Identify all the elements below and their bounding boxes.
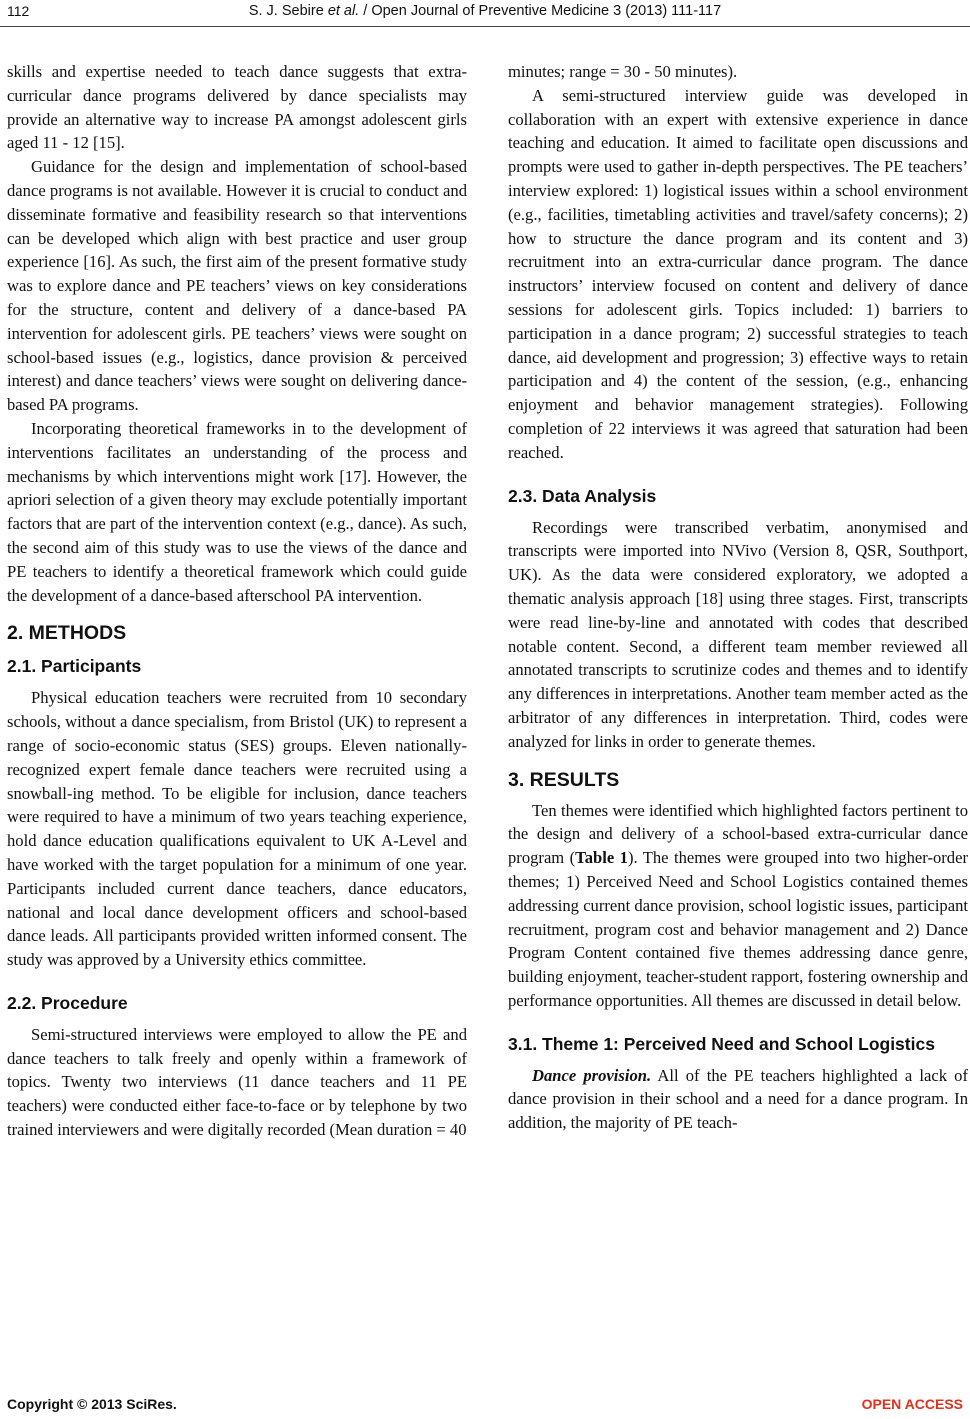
right-column <box>508 60 968 1135</box>
running-head-etal: et al. <box>327 3 360 19</box>
text-run: Ten themes were identified which highlighted factors pertinent to the design and delivery of a school-based extra-curricular dance program ( <box>508 800 968 868</box>
text-run: All of the PE teachers highlighted a lack of dance provision in their school and a need for a dance program. In addition, the majority of PE teach- <box>508 1065 968 1133</box>
section-heading-results: 3. RESULTS <box>508 768 620 791</box>
table-reference[interactable]: Table 1 <box>575 848 628 868</box>
subsection-heading-data-analysis: 2.3. Data Analysis <box>508 485 657 506</box>
paragraph: A semi-structured interview guide was developed in collaboration with an expert with extensive experience in dance teaching and education. It aimed to facilitate open discussions and prompts were used to gather in-depth perspectives. The PE teachers’ interview explored: 1) logistical issues within a school environment (e.g., facilities, timetabling activities and travel/safety concerns); 2) how to structure the dance program and its content and 3) recruitment into an extra-curricular dance program. The dance instructors’ interview focused on content and delivery of dance sessions for adolescent girls. Topics included: 1) barriers to participation in a dance program; 2) successful strategies to teach dance, aid development and progression; 3) effective ways to retain participation and 4) the content of the session, (e.g., enhancing enjoyment and behavior management strategies). Following completion of 22 interviews it was agreed that saturation had been reached. <box>508 85 968 462</box>
subsection-heading-procedure: 2.2. Procedure <box>7 992 128 1013</box>
running-head-authors: S. J. Sebire <box>248 3 328 19</box>
copyright-notice: Copyright © 2013 SciRes. <box>7 1396 177 1412</box>
paragraph: Semi-structured interviews were employed to allow the PE and dance teachers to talk freely and openly within a framework of topics. Twenty two interviews (11 dance teachers and 11 PE teachers) were conducted either face-to-face or by telephone by two trained interviewers and were digitally recorded (Mean duration = 40 <box>7 1024 467 1140</box>
paragraph: Physical education teachers were recruited from 10 secondary schools, without a dance specialism, from Bristol (UK) to represent a range of socio-economic status (SES) groups. Eleven nationally-recognized expert female dance teachers were recruited using a snowball-ing method. To be eligible for inclusion, dance teachers were required to have a minimum of two years teaching experience, hold dance education qualifications equivalent to UK A-Level and have worked with the target population for a minimum of one year. Participants included current dance teachers, dance educators, national and local dance development officers and school-based dance leads. All participants provided written informed consent. The study was approved by a University ethics committee. <box>7 688 467 970</box>
paragraph <box>508 1064 968 1135</box>
page-number: 112 <box>7 3 30 19</box>
running-head-citation <box>0 3 970 19</box>
paragraph-lead: Dance provision. <box>532 1065 652 1085</box>
paragraph <box>508 799 968 1013</box>
text-run: ). The themes were grouped into two higher-order themes; 1) Perceived Need and School Logistics contained themes addressing current dance provision, school logistic issues, participant recruitment, program cost and behavior management and 2) Dance Program Content contained five themes addressing dance genre, building enjoyment, teacher-student rapport, fostering ownership and performance opportunities. All themes are discussed in detail below. <box>508 848 968 1010</box>
subsection-heading-participants: 2.1. Participants <box>7 656 142 677</box>
paragraph: Guidance for the design and implementation of school-based dance programs is not available. However it is crucial to conduct and disseminate formative and feasibility research so that interventions can be developed which align with best practice and user group experience [16]. As such, the first aim of the present formative study was to explore dance and PE teachers’ views on key considerations for the structure, content and delivery of a dance-based PA intervention for adolescent girls. PE teachers’ views were sought on school-based issues (e.g., logistics, dance provision & perceived interest) and dance teachers’ views were sought on delivering dance-based PA programs. <box>7 157 467 415</box>
paragraph: Recordings were transcribed verbatim, anonymised and transcripts were imported into NVivo (Version 8, QSR, Southport, UK). As the data were considered exploratory, we adopted a thematic analysis approach [18] using three stages. First, transcripts were read line-by-line and annotated with codes that described notable content. Second, a different team member reviewed all annotated transcripts to scrutinize codes and themes and to identify any differences in interpretations. Another team member acted as the arbitrator of any differences in interpretation. Third, codes were analyzed for links in order to generate themes. <box>508 517 968 751</box>
open-access-label: OPEN ACCESS <box>861 1396 963 1412</box>
paragraph: Incorporating theoretical frameworks in to the development of interventions facilitates an understanding of the process and mechanisms by which interventions might work [17]. However, the apriori selection of a given theory may exclude potentially important factors that are part of the intervention context (e.g., dance). As such, the second aim of this study was to use the views of the dance and PE teachers to identify a theoretical framework which could guide the development of a dance-based afterschool PA intervention. <box>7 418 467 605</box>
subsection-heading-theme1: 3.1. Theme 1: Perceived Need and School Logistics <box>508 1033 935 1054</box>
paragraph: minutes; range = 30 - 50 minutes). <box>508 62 738 81</box>
left-column <box>7 60 467 1142</box>
paragraph: skills and expertise needed to teach dance suggests that extra-curricular dance programs delivered by dance specialists may provide an alternative way to increase PA amongst adolescent girls aged 11 - 12 [15]. <box>7 62 467 153</box>
running-header <box>0 0 970 27</box>
section-heading-methods: 2. METHODS <box>7 622 127 645</box>
running-head-journal: / Open Journal of Preventive Medicine 3 (2013) 111-117 <box>359 3 722 19</box>
